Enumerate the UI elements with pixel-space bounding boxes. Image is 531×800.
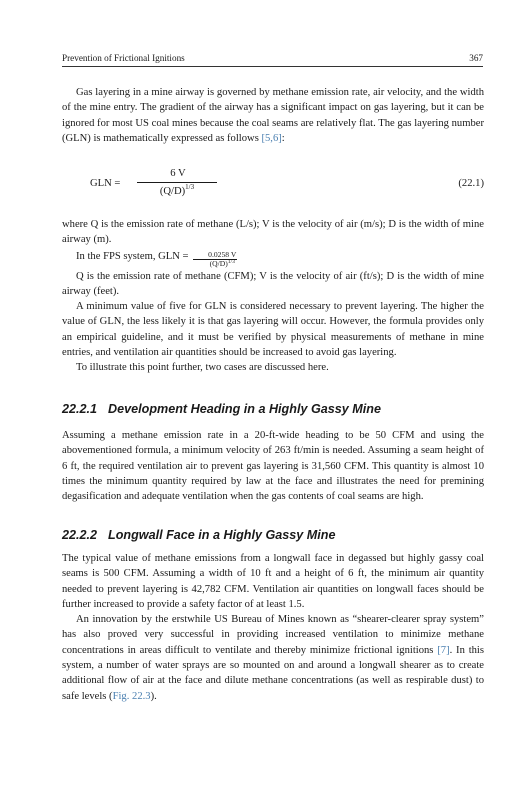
where-definition: where Q is the emission rate of methane (L/s); V is the velocity of air (m/s); D is the width of mine airway (m). [62,219,484,246]
section-title: Development Heading in a Highly Gassy Mine [108,402,381,416]
intro-paragraph [62,85,484,146]
running-head-title: Prevention of Frictional Ignitions [62,53,185,63]
equation-22-1 [62,166,484,202]
development-heading-paragraph: Assuming a methane emission rate in a 20-ft-wide heading to be 50 CFM and using the abovementioned formula, a minimum velocity of 263 ft/min is needed. Assuming a seam height of 6 ft, the required ventilation air to prevent gas layering is 31,560 CFM. This quantity is almost 10 times the minimum quantity required by law at the face and illustrates the need for premining degasification and adequate ventilation when the gas contents of coal seams are high. [62,430,484,503]
illustrate-paragraph: To illustrate this point further, two cases are discussed here. [76,362,329,374]
running-head [62,51,483,65]
intro-colon: : [281,132,285,144]
section-title: Longwall Face in a Highly Gassy Mine [108,528,336,542]
denominator-text: (Q/D) [159,186,186,197]
section-22-2-2-body [62,551,484,704]
after-equation-block [62,217,484,376]
fps-den-text: (Q/D) [209,258,228,268]
equation-numerator: 6 V [170,168,186,179]
equation-lhs: GLN = [90,178,121,189]
equation-denominator [137,184,217,199]
citation-link-5-6[interactable]: [5,6] [261,132,282,144]
shearer-text-b: . In this system, a number of water sprays are so mounted on and around a longwall shearer as to create additional flow of air at the face and dilute methane concentrations (as well as respirable dust) to safe levels ( [62,644,484,702]
denominator-exponent: 1/3 [185,183,195,191]
section-heading-22-2-2 [62,527,335,543]
section-heading-22-2-1 [62,401,381,417]
section-number: 22.2.1 [62,402,98,416]
fps-fraction [193,251,237,268]
fps-line [62,249,484,268]
section-number: 22.2.2 [62,528,98,542]
shearer-clearer-paragraph [62,612,484,704]
fraction-bar [137,182,217,183]
section-22-2-1-body [62,428,484,504]
fps-numerator: 0.0258 V [193,251,237,260]
longwall-paragraph: The typical value of methane emissions from a longwall face in degassed but highly gassy coal seams is 500 CFM. Assuming a width of 10 ft and a height of 6 ft, the minimum air quantity needed to prevent layering is 42,782 CFM. Ventilation air quantities on longwall faces should be further increased to provide a safety factor of at least 1.5. [62,553,484,610]
minimum-gln-paragraph: A minimum value of five for GLN is considered necessary to prevent layering. The higher the value of GLN, the less likely it is that gas layering will occur. However, the formula provides only an empirical guideline, and it must be verified by physical measurements of methane in mine entries, and ventilation air quantities should be increased to avoid gas layering. [62,301,484,359]
page-number: 367 [469,53,483,63]
figure-link-22-3[interactable]: Fig. 22.3 [112,690,151,702]
fps-exponent: 1/3 [227,258,235,265]
equation-number: (22.1) [458,178,484,189]
q-definition: Q is the emission rate of methane (CFM); V is the velocity of air (ft/s); D is the width of mine airway (feet). [62,270,484,297]
fps-prefix: In the FPS system, GLN = [76,250,189,262]
shearer-text-a: An innovation by the erstwhile US Bureau of Mines known as “shearer-clearer spray system” has also proved very successful in providing increased ventilation to minimize methane concentrations in areas difficult to ventilate and thereby minimize frictional ignitions [62,614,484,656]
citation-link-7[interactable]: [7] [437,644,450,656]
header-rule [62,66,483,67]
intro-text: Gas layering in a mine airway is governed by methane emission rate, air velocity, and the width of the mine entry. The gradient of the airway has a significant impact on gas layering, but it can be ignored for most US coal mines because the coal seams are relatively flat. The gas layering number (GLN) is mathematically expressed as follows [62,87,484,144]
fps-denominator [193,260,237,268]
shearer-text-c: ). [150,690,157,702]
